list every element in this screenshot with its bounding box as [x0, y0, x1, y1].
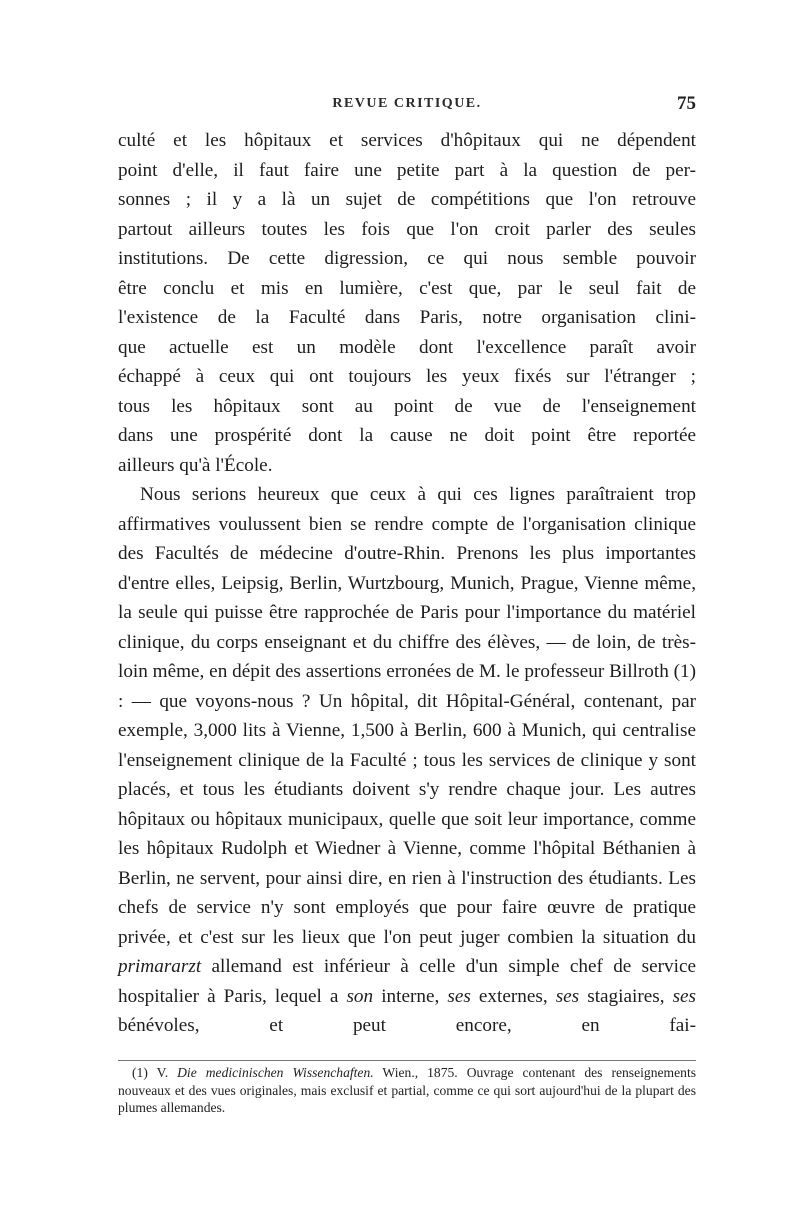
running-title: REVUE CRITIQUE.: [332, 96, 482, 111]
footnote-1: [118, 1064, 696, 1117]
paragraph-1-line: culté et les hôpitaux et services d'hôpitaux qui ne dépendent: [118, 130, 696, 151]
paragraph-1-lines: [118, 126, 696, 451]
paragraph-1-line: échappé à ceux qui ont toujours les yeux fixés sur l'étranger ;: [118, 366, 696, 387]
paragraph-2-text-e: stagiaires,: [587, 985, 665, 1007]
paragraph-1-last-line: ailleurs qu'à l'École.: [118, 454, 273, 476]
body-text: [118, 126, 696, 1041]
running-head: [118, 93, 696, 120]
paragraph-2: [118, 480, 696, 1041]
paragraph-2-text-a: Nous serions heureux que ceux à qui ces lignes paraîtraient trop affirmatives voulussent bien se rendre compte de l'organisation clinique des Facultés de médecine d'outre-Rhin. Prenons les plus importantes d'entre elles, Leipsig, Berlin, Wurtzbourg, Munich, Prague, Vienne même, la seule qui puisse être rapprochée de Paris pour l'importance du matériel clinique, du corps enseignant et du chiffre des élèves, — de loin, de très-loin même, en dépit des assertions erronées de M. le professeur Billroth (1) : — que voyons-nous ? Un hôpital, dit Hôpital-Général, contenant, par exemple, 3,000 lits à Vienne, 1,500 à Berlin, 600 à Munich, qui centralise l'enseignement clinique de la Faculté ; tous les services de clinique y sont placés, et tous les étudiants doivent s'y rendre chaque jour. Les autres hôpitaux ou hôpitaux municipaux, quelle que soit leur importance, comme les hôpitaux Rudolph et Wiedner à Vienne, comme l'hôpital Béthanien à Berlin, ne servent, pour ainsi dire, en rien à l'instruction des étudiants. Les chefs de service n'y sont employés que pour faire œuvre de pratique privée, et c'est sur les lieux que l'on peut juger combien la situation du: [118, 484, 696, 948]
italic-primararzt: primararzt: [118, 956, 202, 977]
paragraph-1-line: point d'elle, il faut faire une petite part à la question de per-: [118, 159, 696, 181]
paragraph-1-line: institutions. De cette digression, ce qui nous semble pouvoir: [118, 248, 696, 269]
paragraph-1-line: que actuelle est un modèle dont l'excellence paraît avoir: [118, 336, 696, 358]
italic-ses-1: ses: [447, 985, 471, 1007]
paragraph-1-line: tous les hôpitaux sont au point de vue de l'enseignement: [118, 395, 696, 417]
italic-son: son: [346, 985, 374, 1007]
paragraph-2-text-d: externes,: [478, 985, 548, 1007]
footnote-work-title: Die medicinischen Wissenchaften.: [177, 1065, 374, 1080]
paragraph-1-line: dans une prospérité dont la cause ne doit point être reportée: [118, 425, 696, 446]
footnote-rule: [118, 1060, 696, 1061]
paragraph-1-line: sonnes ; il y a là un sujet de compétitions que l'on retrouve: [118, 189, 696, 210]
footnote-text-a: V.: [156, 1065, 169, 1080]
footnote-text-b: Wien., 1875. Ouvrage contenant des renseignements nouveaux et des vues originales, mais exclusif et partial, comme ce qui sort aujourd'hui de la plupart des plumes allemandes.: [118, 1065, 697, 1115]
paragraph-1-line: partout ailleurs toutes les fois que l'on croit parler des seules: [118, 218, 696, 240]
paragraph-2-text-b: allemand est inférieur à celle d'un simple chef de service hospitalier à Paris, lequel a: [118, 956, 696, 1007]
page-number: 75: [677, 93, 696, 114]
footnotes: [118, 1064, 696, 1117]
paragraph-1-line: être conclu et mis en lumière, c'est que, par le seul fait de: [118, 277, 696, 299]
paragraph-1-line: l'existence de la Faculté dans Paris, notre organisation clini-: [118, 307, 696, 328]
footnote-marker: (1): [132, 1065, 148, 1080]
paragraph-2-text-f: bénévoles, et peut encore, en fai-: [118, 1015, 696, 1036]
paragraph-1: [118, 126, 696, 480]
paragraph-2-text-c: interne,: [381, 985, 440, 1007]
italic-ses-2: ses: [555, 985, 580, 1007]
italic-ses-3: ses: [672, 985, 697, 1007]
